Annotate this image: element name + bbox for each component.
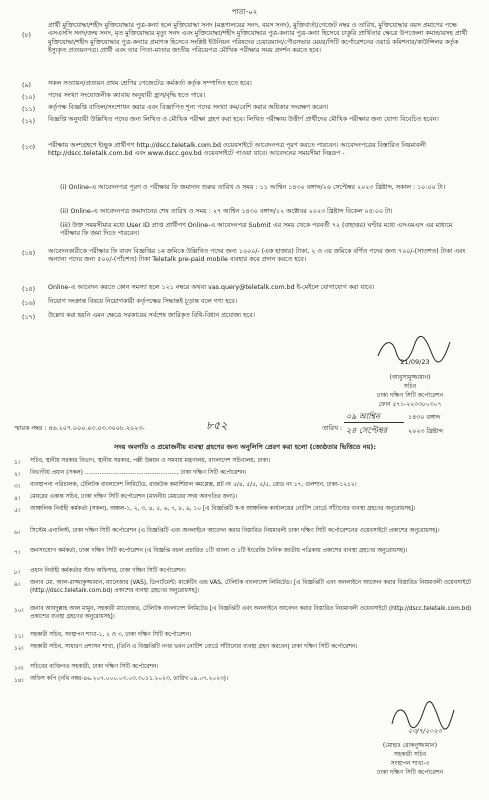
dist-text: অফিস কপি (নথি নম্বর-৪৬.২০৭.০০০.০৩.০৩.৩০১১.২০২৩, তারিখ ০৯.০৭.২০২৩)।: [30, 676, 229, 682]
item-text: প্রার্থী মুক্তিযোদ্ধা/শহীদ মুক্তিযোদ্ধার পুত্র-কন্যা হলে মুক্তিযোদ্ধা সনদ (মন্ত্রণালয়ের সনদ, বয়স সনদ), মুক্তিবার্তা/গেজেট নম্বর ও তারিখ, মুক্তিযোদ্ধার বয়স প্রমাণের পক্ষে এসএসসি সনদ/জন্ম সনদ, মৃত মুক্তিযোদ্ধার মৃত্যু সনদ এবং মুক্তিযোদ্ধা/শহীদ মুক্তিযোদ্ধার পুত্র-কন্যার পুত্র-কন্যা হিসেবে চাকুরি প্রার্থিতার ক্ষেত্রে উপজেলা কমান্ডারসহ প্রার্থী মুক্তিযোদ্ধা/শহীদ মুক্তিযোদ্ধার পুত্র-কন্যার প্রমাণক হিসেবে সংশ্লিষ্ট ইউনিয়ন পরিষদের চেয়ারম্যান/পৌরসভার মেয়র/সিটি কর্পোরেশনের ওয়ার্ড কমিশনার/কাউন্সিলর কর্তৃক ইস্যুকৃত প্রত্যয়নপত্র। প্রার্থী এবং তার পিতা-মাতার জাতীয় পরিচয়পত্র মৌখিক পরীক্ষার সময় প্রদর্শন করতে হবে।: [48, 22, 468, 54]
signatory-office: ঢাকা দক্ষিণ সিটি কর্পোরেশন: [376, 392, 444, 399]
page-number-header: পাতা-০২: [231, 8, 258, 16]
dist-number: ৫।: [14, 508, 20, 514]
item-text: উল্লেখ করা হয়নি এমন ক্ষেত্রে সরকারের সর্বশেষ জারিকৃত বিধি-বিধান প্রযোজ্য হবে।: [48, 312, 255, 319]
item-number: (৯): [22, 82, 31, 89]
signatory-name: (মোহাঃ রোকনুজ্জামান): [382, 742, 438, 749]
memo-date-label: তারিখ :: [322, 425, 343, 432]
dist-text: আঞ্চলিক নির্বাহী কর্মকর্তা (সকল), অঞ্চল-১, ২, ৩, ৪, ৫, ৬, ৭, ৮, ৯, ১০ [এ বিজ্ঞপ্তিটি স্ব-স্ব আঞ্চলিক কার্যালয়ের নোটিশ বোর্ডে সাঁটানোর ব্যবস্থা গ্রহণের অনুরোধসহ]।: [30, 506, 416, 512]
dist-number: ৯।: [14, 582, 20, 588]
item-text: নিয়োগ সংক্রান্ত বিষয়ে নিয়োগকারী কর্তৃপক্ষের সিদ্ধান্তই চূড়ান্ত বলে গণ্য হবে।: [48, 298, 237, 305]
item-subtext: (ii) Online-এ আবেদনপত্র জমাদানের শেষ তারিখ ও সময় : ২৭ আশ্বিন ১৪৩০ বঙ্গাব্দ/১২ অক্টোবর ২০২৩ খ্রিষ্টাব্দ বিকেল ০৫:০০ টা।: [60, 208, 393, 215]
dist-number: ৬।: [14, 530, 20, 536]
item-number: (১২): [22, 118, 36, 125]
item-text: কর্তৃপক্ষ বিজ্ঞপ্তি বাতিল/সংশোধন করার এবং বিজ্ঞাপিত শূন্য পদের সংখ্যা কম/বেশি করার অধিকার সংরক্ষণ করেন।: [48, 104, 329, 111]
signatory-name: (আবুসামুজ্জামান): [389, 374, 431, 381]
item-number: (১০): [22, 94, 36, 101]
dist-text: ব্যবস্থাপনা পরিচালক, টেলিটক বাংলাদেশ লিমিটেড, রাজউক কমার্শিয়াল কমপ্লেক্স, প্লট নং ৫/৪, ৫/৫, ৫/৫, রোড নং ১৭, গুলশান, ঢাকা-১২১২।: [30, 482, 357, 488]
dist-text: প্রধান নির্বাহী কর্মকর্তার স্টাফ অফিসার, ঢাকা দক্ষিণ সিটি কর্পোরেশন।: [30, 568, 186, 574]
date-divider: [344, 422, 404, 423]
item-number: (১৪): [22, 250, 36, 257]
signatory-office: ঢাকা দক্ষিণ সিটি কর্পোরেশন: [376, 769, 444, 776]
dist-text: সহকারী সচিব, সংস্থাপন শাখা-১, ২ ও ৩, ঢাকা দক্ষিণ সিটি কর্পোরেশন।: [30, 632, 192, 638]
signature-date: ২৩/৭/২০২৩: [408, 727, 442, 735]
item-number: (১৫): [22, 286, 36, 293]
item-text: পদের সংখ্যা সংযোজনীক ক্যাবায় অনুযায়ী হ্রাস/বৃদ্ধি হতে পারে।: [48, 92, 205, 99]
memo-number: স্মারক নম্বর : ৪৬.২০৭.০০০.০৩.০৩.৩০০৮.২০২৩-: [14, 425, 145, 432]
signatory-phone: ফোন ৫৭১-২২৩৩৮০৩০৭: [378, 401, 442, 408]
item-text: বিজ্ঞপ্তি অনুযায়ী উল্লিখিত পদের জন্য লিখিত ও মৌখিক পরীক্ষা গ্রহণ করা হবে। লিখিত পরীক্ষায় উত্তীর্ণ প্রার্থীদের মৌখিক পরীক্ষার জন্য যোগ্য বিবেচিত হবেন।: [48, 116, 439, 123]
item-number: (১১): [22, 106, 36, 113]
dist-number: ১০।: [14, 608, 24, 614]
dist-text: সচিবের ব্যক্তিগত সহকারী, ঢাকা দক্ষিণ সিটি কর্পোরেশন।: [30, 664, 159, 670]
signatory-designation: সহকারী সচিব: [393, 751, 427, 758]
dist-number: ২।: [14, 472, 20, 478]
item-text: আবেদনকারীকে পরীক্ষার ফি বাবদ বিজ্ঞপ্তির ১ম ক্রমিকে উল্লিখিত পদের জন্য ১০০০/- (এক হাজার) টাকা, ২ ও ৩য় ক্রমিকে বর্ণিত পদের জন্য ৭০০/-(সাতশত) টাকা এবং অন্যান্য পদের জন্য ৫০০/-(পাঁচশত) টাকা Teletalk pre-paid mobile ব্যবহার করে প্রদান করতে হবে।: [48, 248, 466, 264]
memo-date-bangla: ১৪৩০ বঙ্গাব্দ: [408, 414, 441, 421]
dist-number: ৮।: [14, 570, 20, 576]
item-number: (১৬): [22, 300, 36, 307]
signatory-branch: সংস্থাপন শাখা-৩: [390, 760, 430, 767]
item-number: (১৭): [22, 314, 36, 321]
dist-number: ৭।: [14, 550, 20, 556]
item-number: (১৩): [22, 144, 36, 151]
dist-number: ১২।: [14, 646, 24, 652]
dist-text: জনাব মো. আল-রাজ্জাকুজ্জামান, ম্যানেজার (VAS), ডিপার্টমেন্ট: মার্কেটিং এন্ড VAS, টেলিটক বাংলাদেশ লিমিটেড। [এ বিজ্ঞপ্তিটি এবং অনলাইনে আবেদন করার বিস্তারিত নিয়মাবলী ওয়েবসাইটে (http://dscc.teletalk.com.bd) প্রকাশের ব্যবস্থা গ্রহণের অনুরোধসহ]।: [30, 580, 471, 594]
dist-text: মেয়রের একান্ত সচিব, ঢাকা দক্ষিণ সিটি কর্পোরেশন (মাননীয় মেয়রের সদয় অবগতির জন্য)।: [30, 494, 238, 500]
dist-text: জনাব আবদুল্লাহ আল মামুন, সহকারী ম্যানেজার, টেলিটক বাংলাদেশ লিমিটেড [এ বিজ্ঞপ্তিটি এবং অনলাইনে আবেদন করার বিস্তারিত নিয়মাবলী ওয়েবসাইটে (http://dscc.teletalk.com.bd) প্রকাশের ব্যবস্থা গ্রহণের অনুরোধসহ]।: [30, 606, 472, 620]
dist-number: ১৪।: [14, 678, 24, 684]
memo-date-english: ২০২৩ খ্রিষ্টাব্দ: [408, 428, 443, 435]
signature-date: 21/09/23: [400, 358, 430, 366]
item-text: Online-এ আবেদন করতে কোন সমস্যা হলে ১২১ নম্বরে অথবা vas.query@teletalk.com.bd ই-মেইলে যোগাযোগ করা যাবে।: [48, 284, 375, 291]
distribution-title: সদয় অবগতি ও প্রয়োজনীয় ব্যবস্থা গ্রহণের জন্য অনুলিপি প্রেরণ করা হলো (জ্যেষ্ঠতার ভিত্তিতে নয়):: [114, 443, 376, 451]
memo-handwritten-number: ৮৫২: [206, 419, 228, 432]
dist-text: সহকারী সচিব, সাধারণ প্রশাসন শাখা, (তিনি এ বিজ্ঞপ্তিটি নগর ভবন নোটিশ বোর্ডে সাঁটানোর ব্যবস্থা গ্রহণ করবেন) ঢাকা দক্ষিণ সিটি কর্পোরেশন।: [30, 644, 358, 650]
dist-number: ১।: [14, 460, 20, 466]
dist-text: সচিব, স্থানীয় সরকার বিভাগ, স্থানীয় সরকার, পল্লী উন্নয়ন ও সমবায় মন্ত্রণালয়, বাংলাদেশ সচিবালয়, ঢাকা।: [30, 458, 271, 464]
signatory-designation: সচিব: [403, 383, 417, 390]
dist-number: ৪।: [14, 496, 20, 502]
dist-text: বিভাগীয় প্রধান (সকল) .................................................., ঢাকা দক্ষিণ সিটি কর্পোরেশন।: [30, 470, 247, 476]
item-number: (৮): [22, 32, 31, 39]
item-subtext: (i) Online-এ আবেদনপত্র পূরণ ও পরীক্ষার ফি জমাদান শুরুর তারিখ ও সময় : ১১ আশ্বিন ১৪৩০ বঙ্গাব্দ/২৬ সেপ্টেম্বর ২০২৩ খ্রিষ্টাব্দ, সকাল : ১০:০০ টা।: [60, 184, 446, 191]
memo-handwritten-date1: ০৯ আশ্বিন: [346, 412, 380, 421]
memo-handwritten-date2: ২৪ সেপ্টেম্বর: [346, 426, 388, 435]
dist-text: সিস্টেম এনালিস্ট, ঢাকা দক্ষিণ সিটি কর্পোরেশন (এ বিজ্ঞপ্তিটি এবং অনলাইনে আবেদন করার বিস্তারিত নিয়মাবলী ঢাকা দক্ষিণ সিটি কর্পোরেশনের ওয়েবসাইটে প্রকাশের অনুরোধসহ)।: [30, 528, 440, 534]
dist-number: ১৩।: [14, 666, 24, 672]
item-subtext: (iii) উক্ত সময়সীমার মধ্যে User ID প্রাপ্ত প্রার্থীগণ Online-এ আবেদনপত্র Submit এর সময় থেকে পরবর্তী ৭২ (বাহাত্তর) ঘণ্টার মধ্যে এসএমএস এর মাধ্যমে পরীক্ষার ফি জমা দিতে পারবেন।: [60, 222, 453, 238]
item-text: সকল সত্যায়ন/প্রত্যয়ন প্রথম শ্রেণির গেজেটেড কর্মকর্তা কর্তৃক সম্পাদিত হতে হবে।: [48, 80, 252, 87]
dist-number: ৩।: [14, 484, 20, 490]
dist-number: ১১।: [14, 634, 24, 640]
item-text: পরীক্ষায় অংশগ্রহণে ইচ্ছুক প্রার্থীগণ http://dscc.teletalk.com.bd ওয়েবসাইটে আবেদনপত্র পূরণ করতে পারবেন। আবেদনপত্রের বিস্তারিত নিয়মাবলী http://dscc.teletalk.com.bd এবং www.dscc.gov.bd ওয়েবসাইটে পাওয়া যাবে। আবেদনের সময়সীমা নিম্নরূপ -: [48, 142, 426, 158]
dist-text: জনসংযোগ কর্মকর্তা, ঢাকা দক্ষিণ সিটি কর্পোরেশন (এ বিজ্ঞপ্তি বহুল প্রচারিত ১টি বাংলা ও ১টি ইংরেজি দৈনিক জাতীয় পত্রিকায় প্রকাশের ব্যবস্থা গ্রহণের অনুরোধসহ)।: [30, 548, 408, 554]
